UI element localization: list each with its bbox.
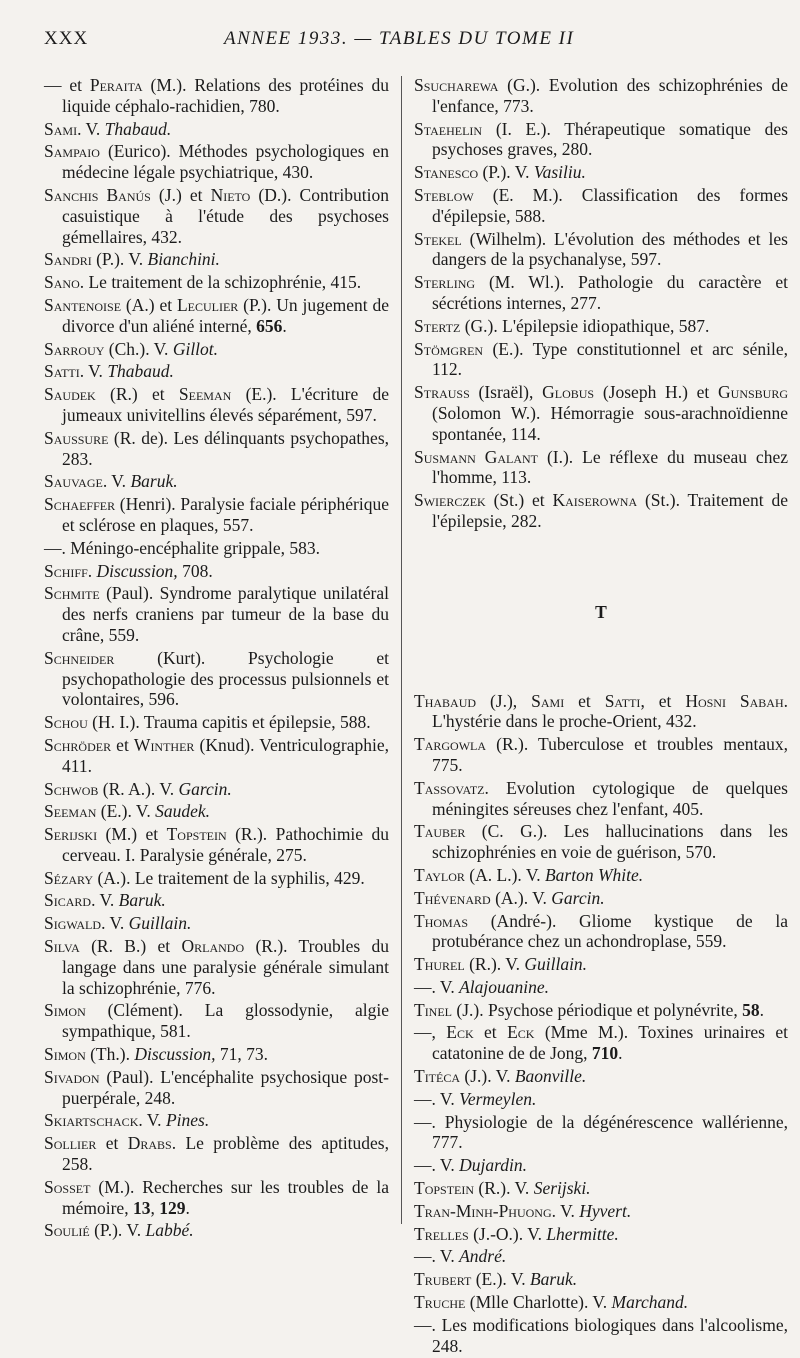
index-entry (44, 339, 389, 360)
index-entry (44, 119, 389, 140)
index-entry (44, 735, 389, 777)
entry-text: (P.). V. (478, 162, 534, 183)
entry-text: (E.). V. (471, 1269, 530, 1290)
entry-text: (R.). V. (474, 1178, 534, 1199)
author-name: Sicard (44, 890, 92, 911)
index-entry (414, 1224, 788, 1245)
entry-text: (R.) et (95, 384, 179, 405)
index-entry (414, 1178, 788, 1199)
author-name: Kaiserowna (552, 490, 638, 511)
entry-text: . V. (101, 913, 129, 934)
cross-reference: Serijski. (533, 1178, 591, 1199)
entry-text: 71, 73. (215, 1044, 269, 1065)
entry-text: —. Les modifications biologiques dans l'alcoolisme, 248. (414, 1314, 788, 1356)
index-entry (44, 141, 389, 183)
cross-reference: Garcin. (551, 887, 605, 908)
author-name: Staehelin (414, 118, 483, 139)
author-name: Thurel (414, 954, 465, 975)
author-name: Topstein (414, 1178, 475, 1199)
index-entry (44, 428, 389, 470)
index-entry (44, 648, 389, 710)
entry-text: (Paul). Syndrome paralytique unilatéral des nerfs craniens par tumeur de la base du crâne, 559. (62, 583, 389, 645)
entry-text: (Solomon W.). Hémorragie sous-arachnoïdienne spontanée, 114. (432, 402, 788, 444)
section-letter-t: T (595, 601, 607, 622)
entry-text: —. Physiologie de la dégénérescence wallérienne, 777. (414, 1111, 788, 1153)
cross-reference: Guillain. (128, 913, 192, 934)
entry-text: . V. (77, 118, 105, 139)
section-s-entries (414, 75, 788, 532)
index-entry (414, 272, 788, 314)
author-name: Seeman (178, 384, 232, 405)
entry-text: (J.). V. (460, 1066, 515, 1087)
entry-text: . V. (551, 1200, 580, 1221)
entry-text: (P.). V. (91, 249, 148, 270)
entry-text: (R.). Tuberculose et troubles mentaux, 775. (432, 734, 788, 775)
entry-text: (E.). V. (96, 801, 156, 822)
running-title: ANNEE 1933. — TABLES DU TOME II (224, 28, 575, 49)
index-entry (44, 1220, 389, 1241)
author-name: Sauvage (44, 471, 103, 492)
cross-reference: Discussion, (134, 1044, 216, 1065)
index-entry (44, 384, 389, 426)
author-name: Schiff (44, 560, 88, 581)
entry-text: (R. B.) et (79, 936, 182, 957)
author-name: Targowla (414, 734, 487, 755)
author-name: Soulié (44, 1220, 90, 1241)
index-entry (44, 249, 389, 270)
author-name: Sandri (44, 249, 92, 270)
cross-reference: Alajouanine. (459, 976, 549, 997)
author-name: Gunsburg (718, 382, 788, 403)
cross-reference: Guillain. (524, 954, 588, 975)
author-name: Sollier (44, 1133, 97, 1154)
author-name: Susmann Galant (414, 446, 538, 467)
entry-text: (I.). Le réflexe du museau chez l'homme, 113. (432, 446, 788, 488)
author-name: Sanchis Banús (44, 184, 151, 205)
author-name: Globus (542, 382, 595, 403)
entry-text: , et (640, 690, 686, 711)
index-entry (44, 913, 389, 934)
index-entry (44, 801, 389, 822)
index-entry (44, 583, 389, 645)
cross-reference: Vermeylen. (459, 1088, 537, 1109)
author-name: Swierczek (414, 490, 486, 511)
author-name: Thévenard (414, 887, 491, 908)
author-name: Eck (446, 1022, 474, 1043)
entry-text: (Mlle Charlotte). V. (465, 1292, 612, 1313)
author-name: Schneider (44, 647, 115, 668)
entry-text: (J.) et (150, 184, 211, 205)
author-name: Sami (531, 690, 565, 711)
entry-text: (M.). Recherches sur les troubles de la mémoire, (62, 1176, 389, 1218)
page-ref-bold: 656 (256, 315, 283, 336)
column-divider (401, 76, 402, 1224)
index-entry (414, 1155, 788, 1176)
index-entry (414, 1066, 788, 1087)
entry-text: (M.). Relations des protéines du liquide céphalo-rachidien, 780. (62, 75, 389, 116)
entry-text: (Eurico). Méthodes psychologiques en médecine légale psychiatrique, 430. (62, 141, 389, 183)
entry-text: . Le problème des aptitudes, 258. (62, 1133, 389, 1175)
entry-text: et (473, 1022, 508, 1043)
section-t-entries (414, 691, 788, 1357)
author-name: Schröder (44, 734, 112, 755)
entry-text: . L'hystérie dans le proche-Orient, 432. (432, 690, 788, 732)
entry-text: (P.). Un jugement de divorce d'un aliéné interné, (62, 294, 389, 336)
entry-text: (H. I.). Trauma capitis et épilepsie, 588. (87, 712, 371, 733)
entry-text: . (87, 560, 97, 581)
index-entry (44, 936, 389, 998)
index-entry (414, 865, 788, 886)
author-name: Sivadon (44, 1066, 100, 1087)
entry-text: (G.). L'épilepsie idiopathique, 587. (460, 315, 710, 336)
author-name: Satti (604, 690, 641, 711)
index-entry (414, 382, 788, 444)
entry-text: (J.). Psychose périodique et polynévrite, (452, 999, 743, 1020)
entry-text: (R.). V. (464, 954, 525, 975)
entry-text: (Clément). La glossodynie, algie sympathique, 581. (62, 1000, 389, 1042)
cross-reference: Lhermitte. (546, 1223, 619, 1244)
entry-text: (E. M.). Classification des formes d'épilepsie, 588. (432, 184, 788, 226)
index-entry (414, 447, 788, 489)
entry-text: et (564, 690, 605, 711)
index-entry (44, 361, 389, 382)
entry-text: (R. de). Les délinquants psychopathes, 283. (62, 427, 389, 469)
entry-text: . (185, 1197, 190, 1218)
index-entry (414, 911, 788, 953)
author-name: Tassovatz (414, 777, 485, 798)
index-entry (414, 691, 788, 733)
cross-reference: Vasiliu. (533, 162, 586, 183)
page-ref-bold: 13 (132, 1197, 151, 1218)
author-name: Schou (44, 712, 88, 733)
author-name: Saudek (44, 384, 96, 405)
index-entry (44, 1067, 389, 1109)
index-entry (44, 824, 389, 866)
author-name: Sampaio (44, 141, 100, 162)
index-entry (414, 954, 788, 975)
index-entry (414, 316, 788, 337)
author-name: Serijski (44, 824, 98, 845)
author-name: Winther (133, 734, 195, 755)
entry-text: (R.). Pathochimie du cerveau. I. Paralysie générale, 275. (62, 824, 389, 865)
entry-text: (A.) et (121, 294, 177, 315)
entry-text: —. V. (414, 1246, 460, 1267)
index-entry (44, 1177, 389, 1219)
author-name: Sézary (44, 867, 94, 888)
author-name: Tauber (414, 821, 466, 842)
index-entry (414, 339, 788, 381)
author-name: Stertz (414, 315, 461, 336)
index-entry (44, 295, 389, 337)
author-name: Eck (507, 1022, 535, 1043)
index-entry (414, 778, 788, 820)
author-name: Leculier (176, 294, 239, 315)
index-entry (414, 1112, 788, 1154)
author-name: Sami (44, 118, 78, 139)
entry-text: (Joseph H.) et (594, 382, 719, 403)
index-entry (414, 1089, 788, 1110)
cross-reference: Thabaud. (107, 361, 174, 382)
index-entry (44, 494, 389, 536)
cross-reference: Labbé. (145, 1220, 194, 1241)
entry-text: . V. (79, 361, 108, 382)
right-column (414, 75, 788, 1358)
author-name: Taylor (414, 864, 465, 885)
author-name: Simon (44, 1044, 86, 1065)
index-entry (44, 1110, 389, 1131)
author-name: Peraita (89, 75, 143, 95)
author-name: Schaeffer (44, 494, 116, 515)
cross-reference: Thabaud. (104, 118, 172, 139)
index-entry (44, 1000, 389, 1042)
entry-text: (Paul). L'encéphalite psychosique post-puerpérale, 248. (62, 1066, 389, 1108)
author-name: Stanesco (414, 162, 479, 183)
index-entry (44, 1044, 389, 1065)
index-entry (414, 75, 788, 117)
index-entry (414, 1292, 788, 1313)
entry-text: (J.), (476, 690, 532, 711)
author-name: Schwob (44, 778, 99, 799)
index-entry (414, 1269, 788, 1290)
author-name: Tran-Minh-Phuong (414, 1200, 552, 1221)
index-entry (414, 1315, 788, 1357)
entry-text: (Kurt). Psychologie et psychopathologie des processus pulsionnels et volontaires, 596. (62, 647, 389, 710)
index-entry (414, 1246, 788, 1267)
entry-text: . V. (138, 1110, 166, 1131)
entry-text: . Evolution cytologique de quelques méningites séreuses chez l'enfant, 405. (432, 777, 788, 819)
entry-text: (M. Wl.). Pathologie du caractère et sécrétions internes, 277. (432, 272, 788, 313)
index-entry (44, 868, 389, 889)
cross-reference: Baruk. (118, 890, 166, 911)
entry-text: (J.-O.). V. (468, 1223, 547, 1244)
index-entry (414, 162, 788, 183)
entry-text: (Israël), (469, 382, 543, 403)
index-entry (44, 779, 389, 800)
entry-text: . V. (91, 890, 119, 911)
author-name: Silva (44, 936, 80, 957)
entry-text: (Mme M.). Toxines urinaires et catatonine de de Jong, (432, 1022, 788, 1064)
cross-reference: Baonville. (514, 1066, 587, 1087)
author-name: Ssucharewa (414, 75, 499, 95)
author-name: Satti (44, 361, 80, 382)
entry-text: . Le traitement de la schizophrénie, 415. (79, 272, 362, 293)
entry-text: (C. G.). Les hallucinations dans les schizophrénies en voie de guérison, 570. (432, 821, 788, 863)
entry-text: (E.). Type constitutionnel et arc sénile, 112. (432, 338, 788, 380)
author-name: Sterling (414, 272, 476, 293)
index-entry (414, 734, 788, 776)
index-entry (44, 185, 389, 247)
entry-text: (I. E.). Thérapeutique somatique des psychoses graves, 280. (432, 118, 788, 160)
cross-reference: Dujardin. (459, 1155, 527, 1176)
index-entry (414, 977, 788, 998)
index-entry (44, 1133, 389, 1175)
entry-text: (St.) et (485, 490, 553, 511)
entry-text: (G.). Evolution des schizophrénies de l'enfance, 773. (432, 75, 788, 116)
author-name: Schmite (44, 583, 100, 604)
author-name: Steblow (414, 184, 474, 205)
page-ref-bold: 58 (742, 999, 760, 1020)
index-entry (414, 1000, 788, 1021)
index-entry (414, 119, 788, 161)
author-name: Saussure (44, 427, 109, 448)
entry-text: (A.). V. (490, 887, 552, 908)
index-entry (44, 712, 389, 733)
entry-text: (E.). L'écriture de jumeaux univitellins élevés séparément, 597. (62, 384, 389, 425)
cross-reference: Baruk. (130, 471, 178, 492)
entry-text: (P.). V. (89, 1220, 146, 1241)
author-name: Truche (414, 1292, 466, 1313)
author-name: Hosni Sabah (685, 690, 784, 711)
left-column (44, 75, 389, 1243)
cross-reference: Pines. (165, 1110, 210, 1131)
index-entry (414, 888, 788, 909)
author-name: Stekel (414, 228, 462, 249)
cross-reference: Saudek. (155, 801, 210, 822)
cross-reference: Discussion, (96, 560, 178, 581)
entry-text: —. Méningo-encéphalite grippale, 583. (44, 537, 321, 558)
cross-reference: Baruk. (529, 1269, 578, 1290)
author-name: Thabaud (414, 690, 477, 711)
index-entry (44, 538, 389, 559)
entry-text: (R. A.). V. (98, 778, 179, 799)
index-entry (44, 890, 389, 911)
author-name: Tinel (414, 999, 453, 1020)
index-entry (414, 1201, 788, 1222)
index-entry (44, 561, 389, 582)
entry-text: —. V. (414, 1155, 460, 1176)
author-name: Strauss (414, 382, 470, 403)
index-entry (414, 229, 788, 271)
index-entry (44, 75, 389, 117)
author-name: Sosset (44, 1176, 91, 1197)
author-name: Seeman (44, 801, 97, 822)
entry-text: . V. (102, 471, 131, 492)
entry-text: (M.) et (97, 824, 167, 845)
entry-text: (Wilhelm). L'évolution des méthodes et les dangers de la psychanalyse, 597. (432, 228, 788, 270)
cross-reference: Barton White. (544, 864, 644, 885)
entry-text: (Henri). Paralysie faciale périphérique et sclérose en plaques, 557. (62, 494, 389, 535)
author-name: Skiartschack (44, 1110, 139, 1131)
author-name: Trelles (414, 1223, 469, 1244)
entry-text: —. V. (414, 1088, 460, 1109)
cross-reference: Marchand. (611, 1292, 689, 1313)
entry-text: (A. L.). V. (464, 864, 545, 885)
author-name: Thomas (414, 910, 469, 931)
page-header (44, 28, 784, 54)
author-name: Titéca (414, 1066, 461, 1087)
entry-text: . (759, 999, 765, 1020)
entry-text: (Th.). (85, 1044, 135, 1065)
index-entry (44, 272, 389, 293)
author-name: Stömgren (414, 338, 484, 359)
index-entry (414, 1022, 788, 1064)
index-entry (414, 185, 788, 227)
entry-text: (Ch.). V. (104, 338, 173, 359)
author-name: Topstein (166, 824, 227, 845)
cross-reference: Garcin. (178, 778, 232, 799)
author-name: Drabs (127, 1133, 172, 1154)
entry-text: (A.). Le traitement de la syphilis, 429. (93, 867, 365, 888)
author-name: Trubert (414, 1269, 472, 1290)
page-ref-bold: 710 (591, 1043, 619, 1064)
author-name: Santenoise (44, 294, 122, 315)
entry-text: (St.). Traitement de l'épilepsie, 282. (432, 490, 788, 531)
index-entry (44, 471, 389, 492)
entry-text: —. V. (414, 976, 460, 997)
author-name: Sarrouy (44, 338, 105, 359)
page-ref-bold: 129 (159, 1197, 186, 1218)
author-name: Orlando (181, 936, 245, 957)
cross-reference: André. (459, 1246, 507, 1267)
entry-text: (D.). Contribution casuistique à l'étude des psychoses gémellaires, 432. (62, 184, 389, 247)
author-name: Simon (44, 1000, 86, 1021)
author-name: Sano (44, 272, 80, 293)
index-entry (414, 821, 788, 863)
author-name: Sigwald (44, 913, 102, 934)
entry-text: et (111, 734, 134, 755)
entry-text: (R.). Troubles du langage dans une paralysie générale simulant la schizophrénie, 776. (62, 936, 389, 998)
entry-text: . (282, 315, 287, 336)
cross-reference: Gillot. (172, 338, 219, 359)
entry-text: 708. (177, 560, 213, 581)
cross-reference: Bianchini. (147, 249, 220, 270)
cross-reference: Hyvert. (579, 1200, 632, 1221)
entry-text: —, (414, 1022, 447, 1043)
entry-text: — et (44, 75, 90, 95)
entry-text: et (96, 1133, 128, 1154)
entry-text: (Knud). Ventriculographie, 411. (62, 734, 389, 776)
entry-text: , (150, 1197, 160, 1218)
page-number: XXX (44, 28, 89, 49)
index-entry (414, 490, 788, 532)
entry-text: . (618, 1043, 623, 1064)
author-name: Nieto (210, 184, 251, 205)
entry-text: (André-). Gliome kystique de la protubérance chez un achondroplase, 559. (432, 910, 788, 952)
